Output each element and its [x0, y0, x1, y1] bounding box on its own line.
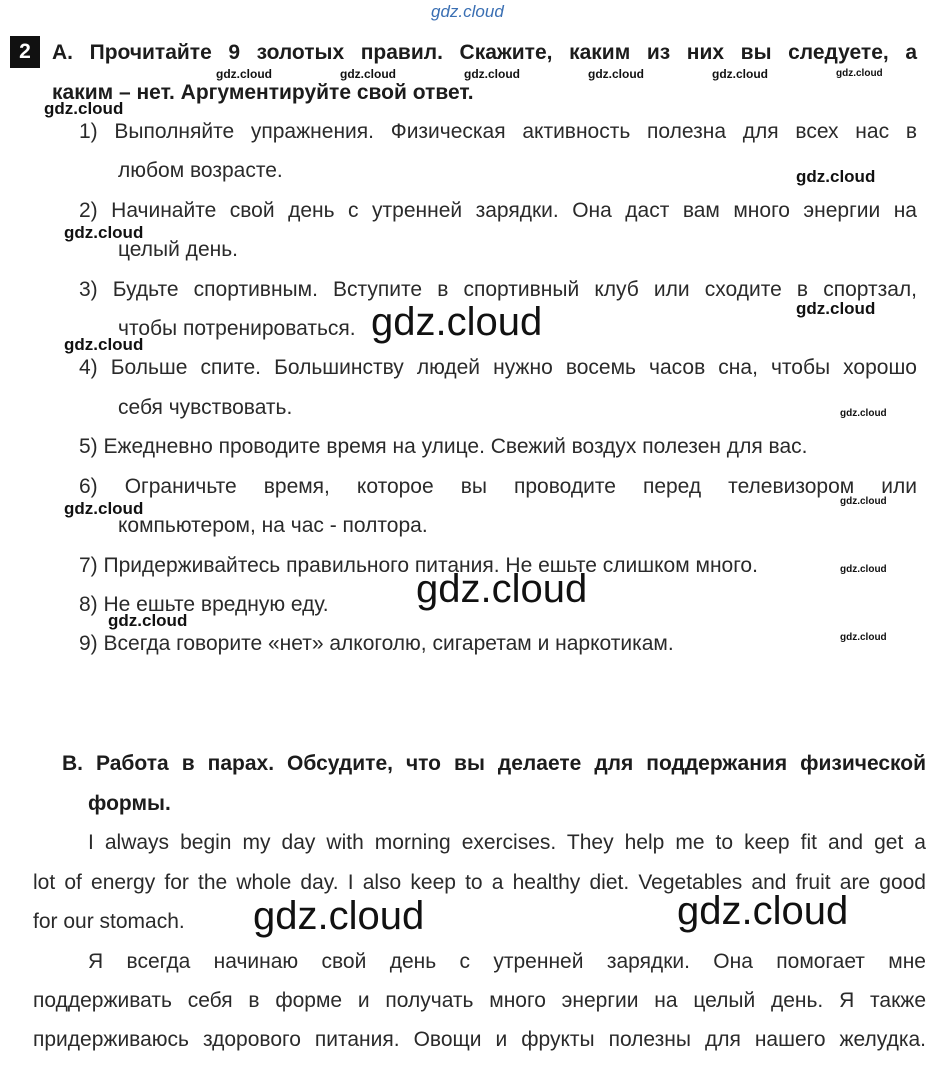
rule-3-line1: 3) Будьте спортивным. Вступите в спортивный клуб или сходите в спортзал,	[79, 278, 917, 301]
rule-6-line1: 6) Ограничьте время, которое вы проводите перед телевизором или	[79, 475, 917, 498]
watermark: gdz.cloud	[64, 499, 144, 518]
rule-4-line2: себя чувствовать.	[118, 396, 293, 419]
watermark: gdz.cloud	[108, 611, 188, 630]
watermark: gdz.cloud	[840, 632, 887, 643]
rule-2-line1: 2) Начинайте свой день с утренней зарядки. Она даст вам много энергии на	[79, 199, 917, 222]
rule-2-line2: целый день.	[118, 238, 238, 261]
watermark: gdz.cloud	[840, 408, 887, 419]
russian-answer-line1: Я всегда начинаю свой день с утренней зарядки. Она помогает мне	[88, 950, 926, 973]
english-answer-line3: for our stomach.	[33, 910, 185, 933]
section-b-heading-line2: формы.	[88, 792, 171, 815]
watermark: gdz.cloud	[64, 223, 144, 242]
rule-4-line1: 4) Больше спите. Большинству людей нужно восемь часов сна, чтобы хорошо	[79, 356, 917, 379]
rule-1-line2: любом возрасте.	[118, 159, 283, 182]
russian-answer-line2: поддерживать себя в форме и получать много энергии на целый день. Я также	[33, 989, 926, 1012]
english-answer-line2: lot of energy for the whole day. I also keep to a healthy diet. Vegetables and fruit are good	[33, 871, 926, 894]
english-answer-line1: I always begin my day with morning exercises. They help me to keep fit and get a	[88, 831, 926, 854]
section-a-heading-line2: каким – нет. Аргументируйте свой ответ.	[52, 81, 474, 104]
rule-1-line1: 1) Выполняйте упражнения. Физическая активность полезна для всех нас в	[79, 120, 917, 143]
watermark: gdz.cloud	[712, 67, 768, 81]
section-b-heading-line1: B. Работа в парах. Обсудите, что вы делаете для поддержания физической	[62, 752, 926, 775]
watermark: gdz.cloud	[253, 894, 425, 938]
rule-3-line2: чтобы потренироваться.	[118, 317, 356, 340]
watermark: gdz.cloud	[371, 300, 543, 344]
rule-7-line1: 7) Придерживайтесь правильного питания. Не ешьте слишком много.	[79, 554, 758, 577]
rule-5-line1: 5) Ежедневно проводите время на улице. Свежий воздух полезен для вас.	[79, 435, 808, 458]
watermark: gdz.cloud	[588, 67, 644, 81]
watermark: gdz.cloud	[840, 564, 887, 575]
watermark: gdz.cloud	[796, 299, 876, 318]
watermark: gdz.cloud	[677, 889, 849, 933]
watermark: gdz.cloud	[796, 167, 876, 186]
rule-9-line1: 9) Всегда говорите «нет» алкоголю, сигаретам и наркотикам.	[79, 632, 674, 655]
section-a-heading-line1: A. Прочитайте 9 золотых правил. Скажите, каким из них вы следуете, а	[52, 41, 917, 64]
watermark-top: gdz.cloud	[431, 2, 504, 21]
russian-answer-line3: придерживаюсь здорового питания. Овощи и фрукты полезны для нашего желудка.	[33, 1028, 926, 1051]
watermark: gdz.cloud	[44, 99, 124, 118]
watermark: gdz.cloud	[64, 335, 144, 354]
task-number-badge: 2	[10, 36, 40, 68]
watermark: gdz.cloud	[340, 67, 396, 81]
watermark: gdz.cloud	[836, 68, 883, 79]
watermark: gdz.cloud	[216, 67, 272, 81]
watermark: gdz.cloud	[464, 67, 520, 81]
rule-8-line1: 8) Не ешьте вредную еду.	[79, 593, 329, 616]
rule-6-line2: компьютером, на час - полтора.	[118, 514, 428, 537]
watermark: gdz.cloud	[840, 496, 887, 507]
watermark: gdz.cloud	[416, 567, 588, 611]
